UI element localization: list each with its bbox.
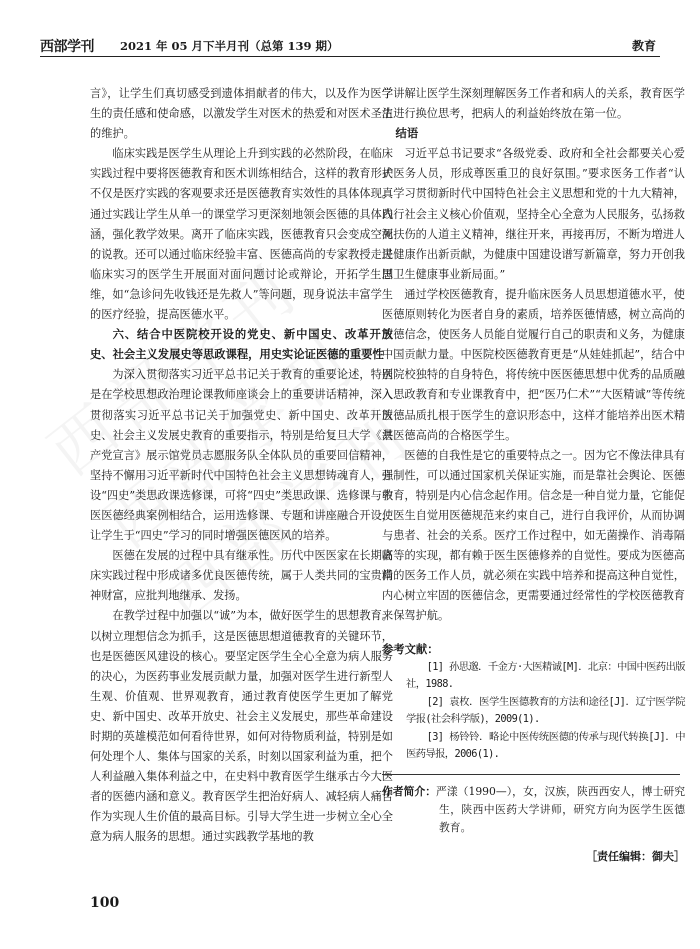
page-number: 100 bbox=[90, 895, 120, 911]
reference-item: [2] 袁枚．医学生医德教育的方法和途径[J]．辽宁医学院学报(社会科学版)，2009(1). bbox=[406, 695, 685, 726]
body-paragraph: 为深入贯彻落实习近平总书记关于教育的重要论述，特别是在学校思想政治理论课教师座谈会上的重要讲话精神，深入贯彻落实习近平总书记关于加强党史、新中国史、改革开放史、社会主义发展史教育的重要指示，特别是给复旦大学《共产党宣言》展示馆党员志愿服务队全体队员的重要回信精神，坚持不懈用习近平新时代中国特色社会主义思想铸魂育人，开设“四史”类思政课选修课，可将“四史”类思政课、选修课与中医医德经典案例相结合，运用选修课、专题和讲座融合开设，让学生于“四史”学习的同时增强医德医风的培养。 bbox=[90, 368, 393, 543]
section-heading: 六、结合中医院校开设的党史、新中国史、改革开放史、社会主义发展史等思政课程，用史实论证医德的重要性 bbox=[90, 328, 393, 362]
reference-item: [3] 杨铃铃．略论中医传统医德的传承与现代转换[J]．中医药导报，2006(1). bbox=[406, 730, 685, 761]
right-column-body bbox=[382, 84, 685, 627]
author-note-text: 严漾（1990—），女，汉族，陕西西安人，博士研究生，陕西中医药大学讲师，研究方向为医学生医德教育。 bbox=[436, 784, 686, 834]
left-column bbox=[90, 84, 393, 848]
reference-item: [1] 孙思邈．千金方·大医精诚[M]．北京：中国中医药出版社，1988. bbox=[406, 660, 685, 691]
body-paragraph: 学讲解让医学生深刻理解医务工作者和病人的关系，教育医学生进行换位思考，把病人的利益始终放在第一位。 bbox=[382, 87, 685, 121]
responsible-editor: ［责任编辑：御夫］ bbox=[586, 849, 685, 863]
body-paragraph: 通过学校医德教育，提升临床医务人员思想道德水平，使医德原则转化为医者自身的素质，培养医德情感，树立高尚的医德信念，使医务人员能自觉履行自己的职责和义务，为健康中国贡献力量。中医院校医德教育更是“从娃娃抓起”，结合中医院校独特的自身特色，将传统中医医德思想中优秀的品质融入思政教育和专业课教育中，把“医乃仁术”“大医精诚”等传统医德品质扎根于医学生的意识形态中，这样才能培养出医术精湛医德高尚的合格医学生。 bbox=[382, 287, 685, 442]
body-paragraph: 在教学过程中加强以“诚”为本，做好医学生的思想教育。以树立理想信念为抓手，这是医德思想道德教育的关键环节，也是医德医风建设的核心。要坚定医学生全心全意为病人服务的决心，为医药事业发展贡献力量，加强对医学生进行新型人生观、价值观、世界观教育，通过教育使医学生更加了解党史、新中国史、改革开放史、社会主义发展史，那些革命建设时期的英雄模范如何看待世界，如何对待物质利益，特别是如何处理个人、集体与国家的关系，时刻以国家利益为重，把个人利益融入集体利益之中，在史料中教育医学生继承古今大医者的医德内涵和意义。教育医学生把治好病人、减轻病人痛苦作为实现人生价值的最高目标。引导大学生进一步树立全心全意为病人服务的思想。通过实践教学基地的教 bbox=[90, 609, 393, 844]
body-paragraph: 言》，让学生们真切感受到遗体捐献者的伟大，以及作为医学生的责任感和使命感，以激发学生对医术的热爱和对医术圣洁的维护。 bbox=[90, 87, 393, 141]
section-heading: 结语 bbox=[395, 127, 419, 141]
body-paragraph: 医德的自我性是它的重要特点之一。因为它不像法律具有强制性，可以通过国家机关保证实施，而是靠社会舆论、医德教育，特别是内心信念起作用。信念是一种自觉力量，它能促使医生自觉用医德规范来约束自己，进行自我评价，从而协调与患者、社会的关系。医疗工作过程中，如无菌操作、消毒隔离等的实现，都有赖于医生医德修养的自觉性。要成为医德高尚的医务工作人员，就必须在实践中培养和提高这种自觉性，内心树立牢固的医德信念，更需要通过经常性的学校医德教育来保驾护航。 bbox=[382, 448, 685, 623]
page-header bbox=[40, 34, 660, 57]
divider bbox=[382, 774, 680, 775]
reference-list bbox=[382, 659, 685, 764]
author-note-label: 作者简介： bbox=[382, 784, 437, 798]
author-note bbox=[382, 783, 685, 837]
issue-info: 2021 年 05 月下半月刊（总第 139 期） bbox=[120, 39, 339, 53]
right-column bbox=[382, 84, 685, 867]
journal-name: 西部学刊 bbox=[40, 39, 94, 55]
references-title: 参考文献： bbox=[382, 642, 439, 656]
body-paragraph: 医德在发展的过程中具有继承性。历代中医医家在长期临床实践过程中形成诸多优良医德传统，属于人类共同的宝贵精神财富，应批判地继承、发扬。 bbox=[90, 549, 393, 603]
body-paragraph: 习近平总书记要求“各级党委、政府和全社会都要关心爱护医务人员，形成尊医重卫的良好氛围。”要求医务工作者“认真学习贯彻新时代中国特色社会主义思想和党的十九大精神，践行社会主义核心价值观，坚持全心全意为人民服务，弘扬救死扶伤的人道主义精神，继往开来，再接再厉，不断为増进人民健康作出新贡献，为健康中国建设谱写新篇章，努力开创我国卫生健康事业新局面。” bbox=[382, 147, 685, 281]
body-paragraph: 临床实践是医学生从理论上升到实践的必然阶段，在临床实践过程中要将医德教育和医术训练相结合，这样的教育形式不仅是医疗实践的客观要求还是医德教育实效性的具体体现。通过实践让学生从单一的课堂学习更深刻地领会医德的具体内涵，强化教学效果。离开了临床实践，医德教育只会变成空洞的说教。还可以通过临床经验丰富、医德高尚的专家教授走进临床实习的医学生开展面对面问题讨论或辩论，开拓学生思维，如“急诊问先收钱还是先救人”等问题，现身说法丰富学生的医疗经验，提高医德水平。 bbox=[90, 147, 393, 322]
section-label: 教育 bbox=[631, 39, 656, 53]
